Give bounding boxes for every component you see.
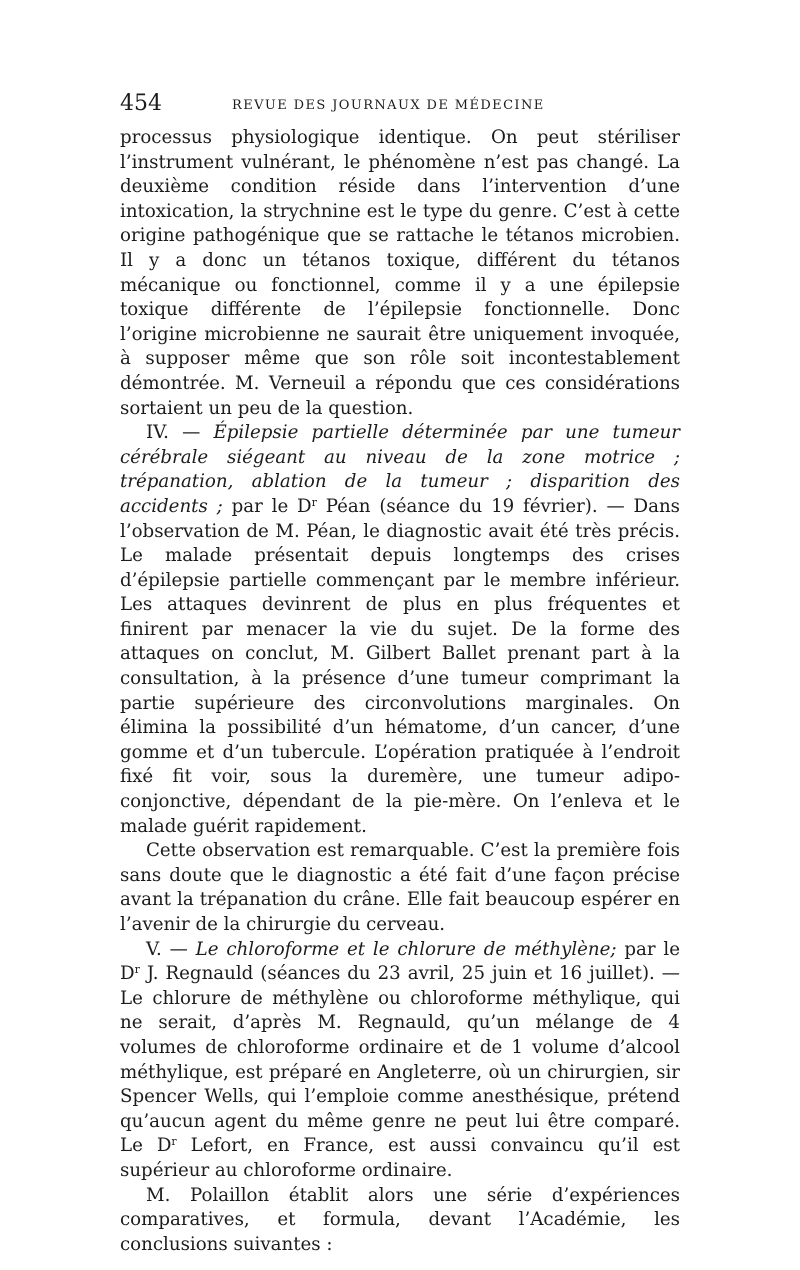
section-iv xyxy=(120,421,680,839)
section-v-title: Le chloroforme et le chlorure de méthylène; xyxy=(195,938,617,960)
section-v-author-sup: r xyxy=(134,963,140,977)
article-body xyxy=(120,126,680,1257)
section-v-number: V. — xyxy=(146,938,196,960)
section-iv-author-sup: r xyxy=(311,495,317,509)
section-v-body-end: Lefort, en France, est aussi convaincu qu’il est supérieur au chloroforme ordinaire. xyxy=(120,1135,680,1181)
paragraph-remark: Cette observation est remarquable. C’est la première fois sans doute que le diagnostic a été fait d’une façon précise avant la trépanation du crâne. Elle fait beaucoup espérer en l’avenir de la chirurgie du cerveau. xyxy=(120,840,680,935)
page-number: 454 xyxy=(120,91,162,116)
section-v-body: J. Regnauld (séances du 23 avril, 25 juin et 16 juillet). — Le chlorure de méthylène ou chloroforme méthylique, qui ne serait, d’après M. Regnauld, qu’un mélange de 4 volumes de chloroforme ordinaire et de 1 volume d’alcool méthylique, est préparé en Angleterre, où un chirurgien, sir Spencer Wells, qui l’emploie comme anesthésique, prétend qu’aucun agent du même genre ne peut lui être comparé. Le D xyxy=(120,963,680,1157)
section-iv-number: IV. — xyxy=(146,422,214,444)
section-iv-title: Épilepsie partielle déterminée par une tumeur cérébrale siégeant au niveau de la zone motrice ; trépanation, ablation de la tumeur ; disparition des accidents ; xyxy=(120,422,680,517)
page-header xyxy=(120,84,680,124)
section-v xyxy=(120,938,680,1184)
section-iv-author-prefix: par le D xyxy=(222,495,312,517)
paragraph-polaillon: M. Polaillon établit alors une série d’expériences comparatives, et formula, devant l’Académie, les conclusions suivantes : xyxy=(120,1184,680,1255)
running-title: REVUE DES JOURNAUX DE MÉDECINE xyxy=(232,98,545,113)
section-v-author-prefix: par le D xyxy=(120,938,681,985)
section-v-author-sup-2: r xyxy=(171,1135,177,1149)
paragraph-continuation: processus physiologique identique. On peut stériliser l’instrument vulnérant, le phénomène n’est pas changé. La deuxième condition réside dans l’intervention d’une intoxication, la strychnine est le type du genre. C’est à cette origine pathogénique que se rattache le tétanos microbien. Il y a donc un tétanos toxique, différent du tétanos mécanique ou fonctionnel, comme il y a une épilepsie toxique différente de l’épilepsie fonctionnelle. Donc l’origine microbienne ne saurait être uniquement invoquée, à supposer même que son rôle soit incontestablement démontrée. M. Verneuil a répondu que ces considérations sortaient un peu de la question. xyxy=(120,127,680,419)
journal-page xyxy=(120,84,680,1257)
section-iv-body: Péan (séance du 19 février). — Dans l’observation de M. Péan, le diagnostic avait été très précis. Le malade présentait depuis longtemps des crises d’épilepsie partielle commençant par le membre inférieur. Les attaques devinrent de plus en plus fréquentes et finirent par menacer la vie du sujet. De la forme des attaques on conclut, M. Gilbert Ballet prenant part à la consultation, à la présence d’une tumeur comprimant la partie supérieure des circonvolutions marginales. On élimina la possibilité d’un hématome, d’un cancer, d’une gomme et d’un tubercule. L’opération pratiquée à l’endroit fixé fit voir, sous la duremère, une tumeur adipo-conjonctive, dépendant de la pie-mère. On l’enleva et le malade guérit rapidement. xyxy=(120,495,681,837)
